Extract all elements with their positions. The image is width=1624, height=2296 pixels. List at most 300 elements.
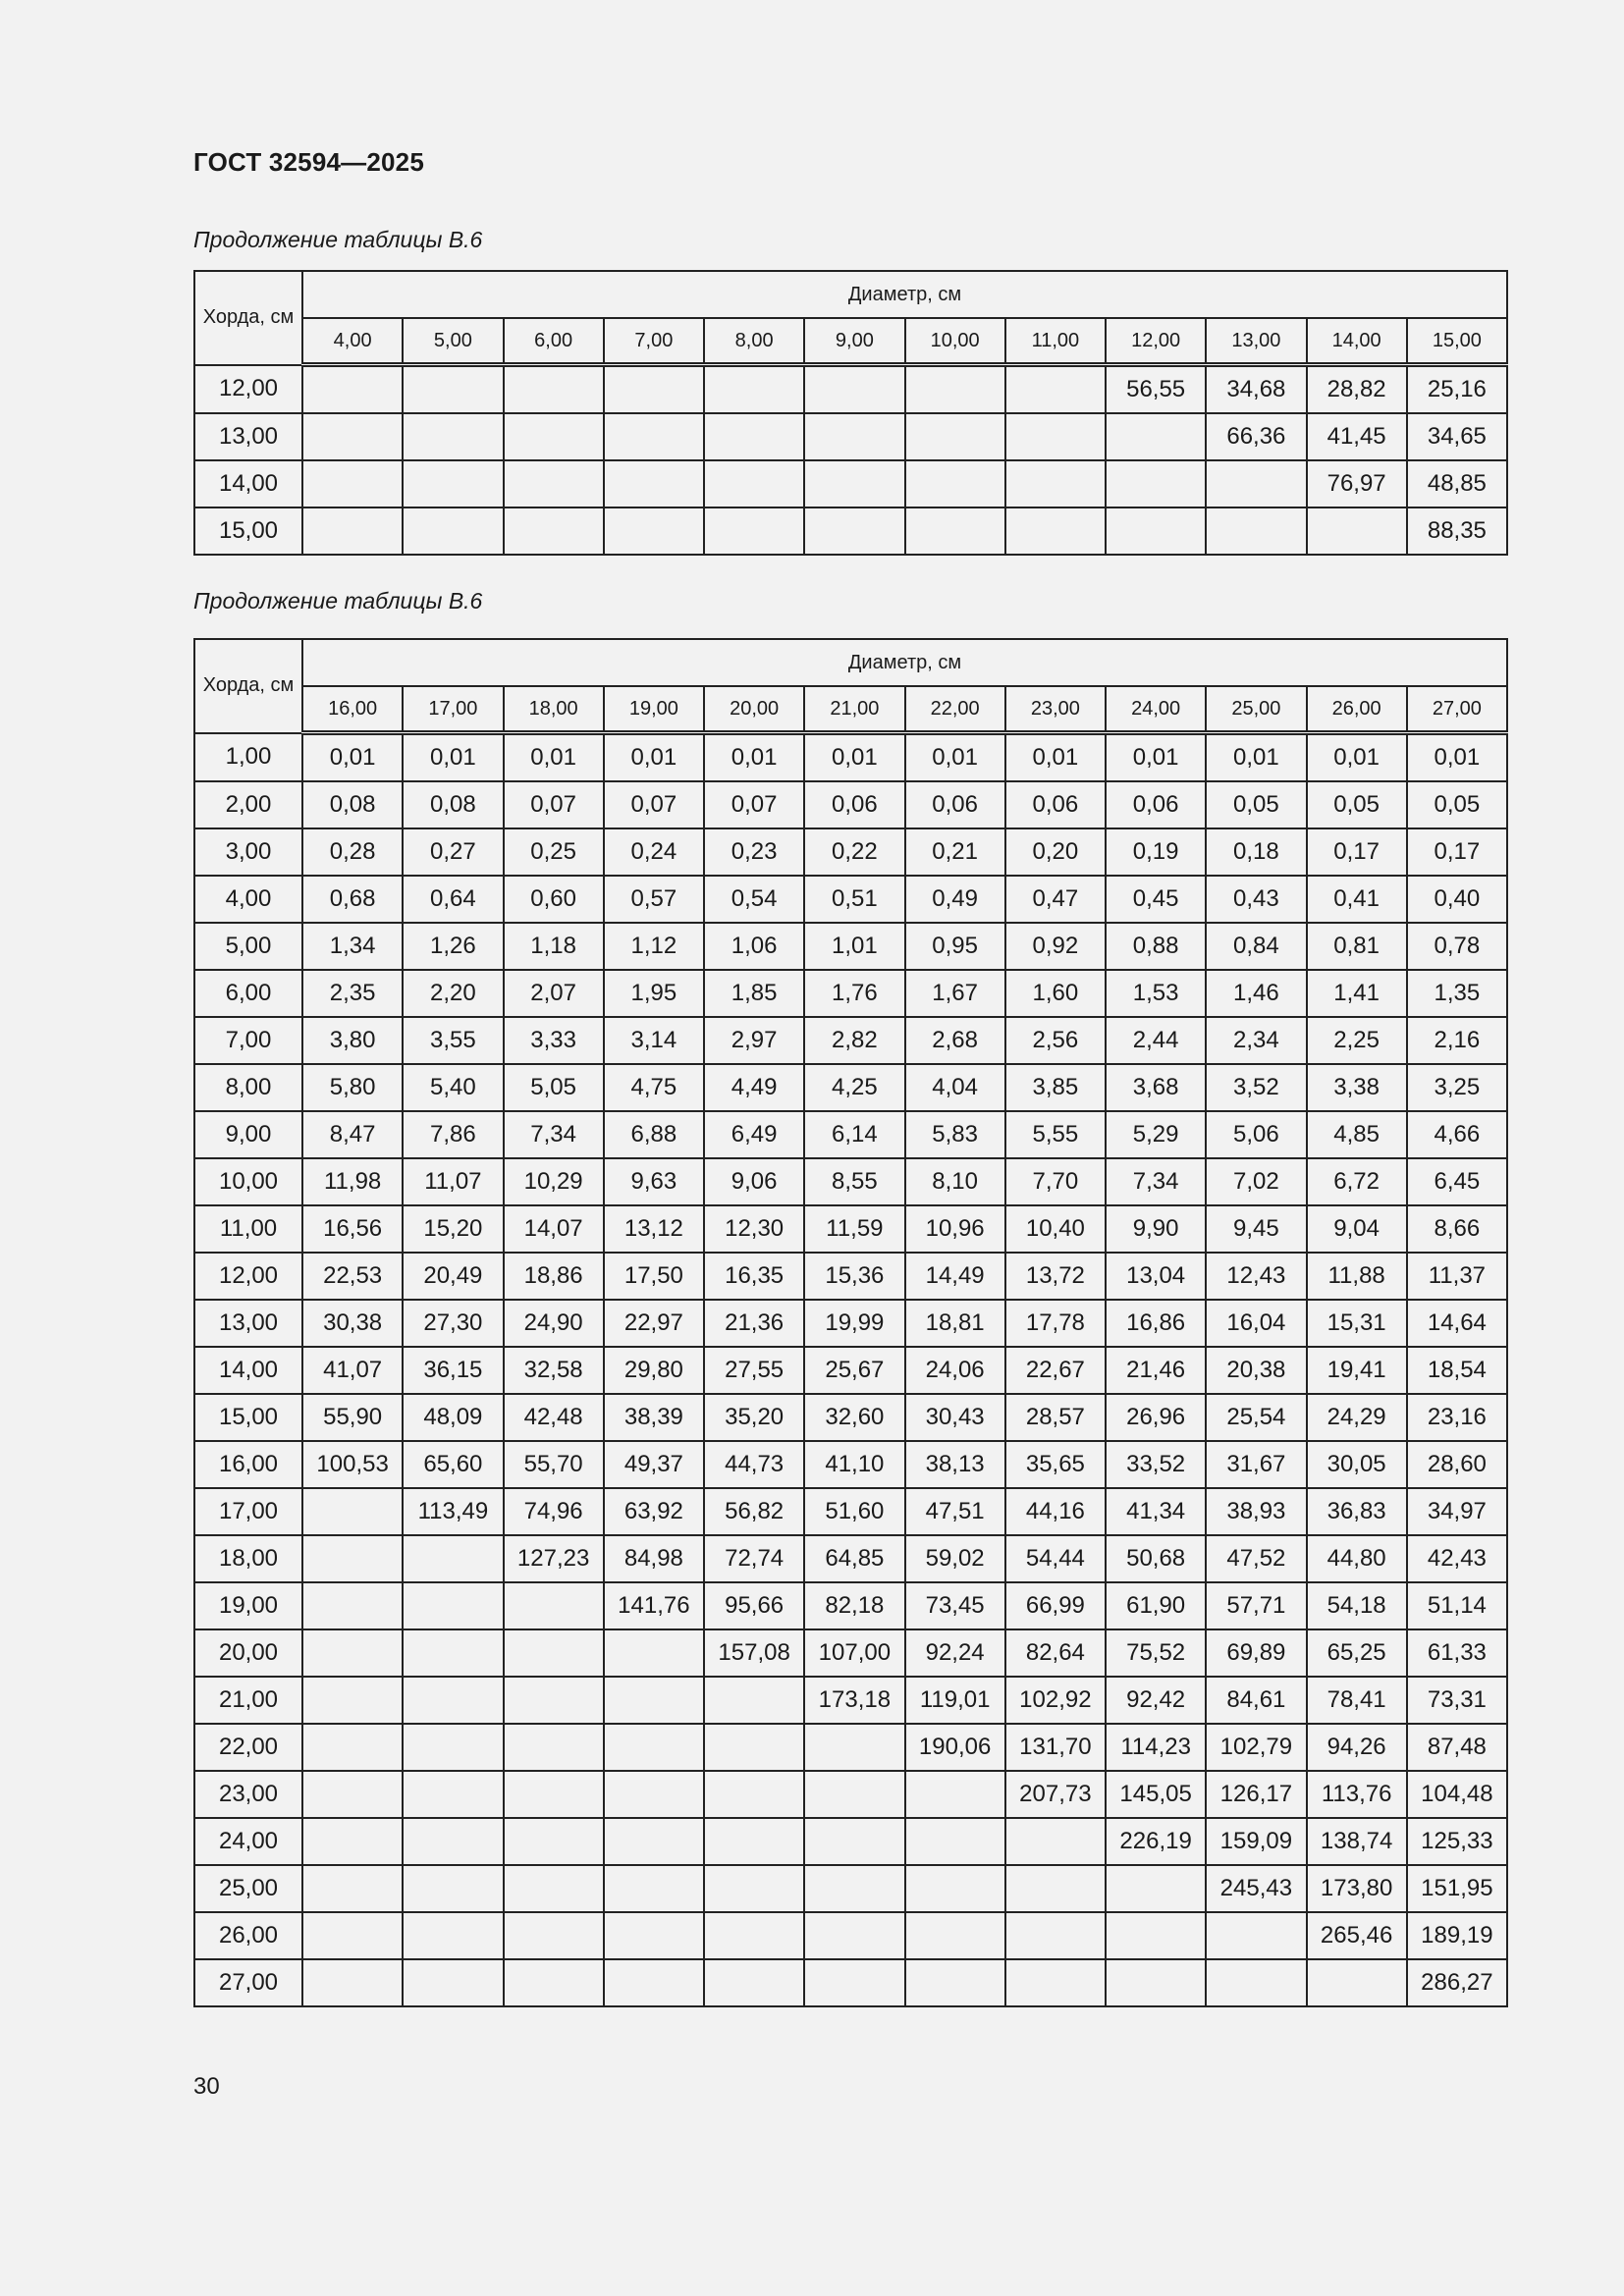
- table-cell: [1005, 460, 1106, 507]
- table-row: [194, 1394, 1507, 1441]
- table-cell: 23,16: [1407, 1394, 1507, 1441]
- table-cell: 0,64: [403, 876, 503, 923]
- table-cell: 48,09: [403, 1394, 503, 1441]
- table-cell: 0,18: [1206, 828, 1306, 876]
- row-label: 12,00: [194, 1253, 302, 1300]
- table-cell: [302, 413, 403, 460]
- table-cell: [302, 1582, 403, 1629]
- column-header: 8,00: [704, 318, 804, 365]
- table-cell: 2,82: [804, 1017, 904, 1064]
- table-cell: 1,67: [905, 970, 1005, 1017]
- table-cell: [1005, 1912, 1106, 1959]
- table-cell: 0,06: [1005, 781, 1106, 828]
- table-cell: 2,16: [1407, 1017, 1507, 1064]
- table-cell: [804, 1912, 904, 1959]
- column-header: 5,00: [403, 318, 503, 365]
- table-cell: 4,66: [1407, 1111, 1507, 1158]
- table-cell: 65,25: [1307, 1629, 1407, 1677]
- table-cell: [302, 1912, 403, 1959]
- table-cell: 4,04: [905, 1064, 1005, 1111]
- table-cell: 100,53: [302, 1441, 403, 1488]
- table-cell: 4,49: [704, 1064, 804, 1111]
- table-cell: 55,70: [504, 1441, 604, 1488]
- table-cell: [804, 365, 904, 414]
- table-cell: [704, 1677, 804, 1724]
- table-cell: [804, 1818, 904, 1865]
- table-cell: 28,57: [1005, 1394, 1106, 1441]
- row-label: 14,00: [194, 460, 302, 507]
- table-cell: [804, 1865, 904, 1912]
- table-cell: 56,82: [704, 1488, 804, 1535]
- table-cell: [403, 1582, 503, 1629]
- table-cell: 5,55: [1005, 1111, 1106, 1158]
- table-1: [193, 270, 1508, 556]
- table-cell: [604, 460, 704, 507]
- row-label: 3,00: [194, 828, 302, 876]
- table-cell: 50,68: [1106, 1535, 1206, 1582]
- table-cell: 151,95: [1407, 1865, 1507, 1912]
- table-cell: 75,52: [1106, 1629, 1206, 1677]
- table-cell: 22,53: [302, 1253, 403, 1300]
- table-cell: 24,06: [905, 1347, 1005, 1394]
- table-cell: 0,68: [302, 876, 403, 923]
- table-cell: [403, 1771, 503, 1818]
- table-cell: [604, 1724, 704, 1771]
- row-label: 24,00: [194, 1818, 302, 1865]
- table-cell: 141,76: [604, 1582, 704, 1629]
- table-cell: 0,08: [403, 781, 503, 828]
- table-row: [194, 460, 1507, 507]
- table-cell: 12,30: [704, 1205, 804, 1253]
- table-cell: [804, 1959, 904, 2006]
- table-cell: 0,01: [1206, 733, 1306, 782]
- table-cell: 26,96: [1106, 1394, 1206, 1441]
- table-cell: 5,06: [1206, 1111, 1306, 1158]
- row-header-label: Хорда, см: [194, 639, 302, 733]
- table-cell: [1106, 1959, 1206, 2006]
- table-cell: 92,42: [1106, 1677, 1206, 1724]
- table-cell: [302, 1724, 403, 1771]
- table-cell: 1,60: [1005, 970, 1106, 1017]
- column-group-header: Диаметр, см: [302, 271, 1507, 318]
- table-cell: [403, 1677, 503, 1724]
- table-row: [194, 1347, 1507, 1394]
- table-cell: 1,46: [1206, 970, 1306, 1017]
- table-cell: 64,85: [804, 1535, 904, 1582]
- table-row: [194, 876, 1507, 923]
- table-cell: [302, 1677, 403, 1724]
- table-cell: 2,68: [905, 1017, 1005, 1064]
- table-cell: 0,88: [1106, 923, 1206, 970]
- table-cell: 76,97: [1307, 460, 1407, 507]
- table-cell: 5,40: [403, 1064, 503, 1111]
- table-cell: 2,44: [1106, 1017, 1206, 1064]
- table-cell: 20,38: [1206, 1347, 1306, 1394]
- table-cell: [1307, 1959, 1407, 2006]
- table-cell: [905, 1865, 1005, 1912]
- table-cell: [704, 1959, 804, 2006]
- table-cell: [1106, 460, 1206, 507]
- table-cell: [504, 1959, 604, 2006]
- table-2-caption: Продолжение таблицы В.6: [193, 588, 483, 614]
- table-cell: 22,97: [604, 1300, 704, 1347]
- table-row: [194, 828, 1507, 876]
- column-header: 16,00: [302, 686, 403, 733]
- table-row: [194, 1535, 1507, 1582]
- table-cell: 8,10: [905, 1158, 1005, 1205]
- table-cell: 49,37: [604, 1441, 704, 1488]
- table-cell: 0,06: [804, 781, 904, 828]
- row-label: 26,00: [194, 1912, 302, 1959]
- table-cell: 3,85: [1005, 1064, 1106, 1111]
- table-cell: 16,56: [302, 1205, 403, 1253]
- row-label: 2,00: [194, 781, 302, 828]
- table-cell: 3,33: [504, 1017, 604, 1064]
- table-row: [194, 923, 1507, 970]
- table-cell: 104,48: [1407, 1771, 1507, 1818]
- table-cell: [704, 460, 804, 507]
- table-cell: 0,49: [905, 876, 1005, 923]
- table-cell: 0,92: [1005, 923, 1106, 970]
- row-label: 14,00: [194, 1347, 302, 1394]
- table-cell: 0,06: [1106, 781, 1206, 828]
- table-cell: 1,76: [804, 970, 904, 1017]
- table-cell: 33,52: [1106, 1441, 1206, 1488]
- table-row: [194, 1111, 1507, 1158]
- table-cell: 41,10: [804, 1441, 904, 1488]
- table-cell: 34,68: [1206, 365, 1306, 414]
- row-label: 9,00: [194, 1111, 302, 1158]
- table-cell: [504, 1818, 604, 1865]
- table-cell: [403, 1912, 503, 1959]
- table-cell: [1307, 507, 1407, 555]
- table-cell: 19,99: [804, 1300, 904, 1347]
- table-cell: 16,86: [1106, 1300, 1206, 1347]
- column-header: 10,00: [905, 318, 1005, 365]
- table-cell: 1,35: [1407, 970, 1507, 1017]
- table-cell: [604, 365, 704, 414]
- column-header: 23,00: [1005, 686, 1106, 733]
- table-cell: [1005, 1865, 1106, 1912]
- table-2: [193, 638, 1508, 2007]
- table-cell: [504, 365, 604, 414]
- table-cell: 8,55: [804, 1158, 904, 1205]
- table-cell: 7,02: [1206, 1158, 1306, 1205]
- table-cell: 2,07: [504, 970, 604, 1017]
- table-cell: 11,98: [302, 1158, 403, 1205]
- table-cell: 54,44: [1005, 1535, 1106, 1582]
- table-cell: 0,22: [804, 828, 904, 876]
- row-label: 10,00: [194, 1158, 302, 1205]
- column-header: 27,00: [1407, 686, 1507, 733]
- table-cell: 0,01: [704, 733, 804, 782]
- table-cell: 0,01: [302, 733, 403, 782]
- column-header: 12,00: [1106, 318, 1206, 365]
- row-label: 18,00: [194, 1535, 302, 1582]
- table-cell: 0,06: [905, 781, 1005, 828]
- table-cell: [604, 1629, 704, 1677]
- table-cell: [804, 460, 904, 507]
- table-cell: 44,73: [704, 1441, 804, 1488]
- table-cell: 0,07: [504, 781, 604, 828]
- row-label: 8,00: [194, 1064, 302, 1111]
- table-cell: [403, 365, 503, 414]
- table-cell: [905, 1959, 1005, 2006]
- table-cell: 157,08: [704, 1629, 804, 1677]
- table-cell: 18,54: [1407, 1347, 1507, 1394]
- table-cell: 126,17: [1206, 1771, 1306, 1818]
- table-cell: 0,57: [604, 876, 704, 923]
- table-cell: [704, 365, 804, 414]
- table-row: [194, 1158, 1507, 1205]
- table-cell: 73,45: [905, 1582, 1005, 1629]
- table-cell: 87,48: [1407, 1724, 1507, 1771]
- row-label: 27,00: [194, 1959, 302, 2006]
- table-cell: [1005, 413, 1106, 460]
- table-cell: [403, 1865, 503, 1912]
- table-cell: [403, 1629, 503, 1677]
- table-cell: [604, 1912, 704, 1959]
- table-cell: 41,34: [1106, 1488, 1206, 1535]
- table-row: [194, 1253, 1507, 1300]
- table-cell: 14,07: [504, 1205, 604, 1253]
- table-cell: [403, 1724, 503, 1771]
- table-cell: 1,34: [302, 923, 403, 970]
- table-cell: 51,60: [804, 1488, 904, 1535]
- table-cell: 63,92: [604, 1488, 704, 1535]
- table-cell: 47,51: [905, 1488, 1005, 1535]
- table-cell: [704, 413, 804, 460]
- table-cell: 73,31: [1407, 1677, 1507, 1724]
- table-cell: 38,93: [1206, 1488, 1306, 1535]
- table-cell: 44,16: [1005, 1488, 1106, 1535]
- table-cell: 38,13: [905, 1441, 1005, 1488]
- table-cell: [704, 1771, 804, 1818]
- table-cell: 41,07: [302, 1347, 403, 1394]
- table-cell: 4,75: [604, 1064, 704, 1111]
- table-cell: 42,43: [1407, 1535, 1507, 1582]
- table-cell: [905, 507, 1005, 555]
- table-cell: 13,72: [1005, 1253, 1106, 1300]
- row-label: 23,00: [194, 1771, 302, 1818]
- table-cell: 189,19: [1407, 1912, 1507, 1959]
- table-cell: 22,67: [1005, 1347, 1106, 1394]
- table-cell: 2,35: [302, 970, 403, 1017]
- table-row: [194, 733, 1507, 782]
- table-cell: [504, 1771, 604, 1818]
- table-cell: 0,01: [1106, 733, 1206, 782]
- column-header: 13,00: [1206, 318, 1306, 365]
- table-cell: 3,68: [1106, 1064, 1206, 1111]
- column-header: 26,00: [1307, 686, 1407, 733]
- row-label: 11,00: [194, 1205, 302, 1253]
- table-cell: [704, 1724, 804, 1771]
- table-cell: 30,43: [905, 1394, 1005, 1441]
- table-cell: [504, 460, 604, 507]
- table-cell: [1106, 1912, 1206, 1959]
- table-cell: 21,46: [1106, 1347, 1206, 1394]
- table-cell: 9,04: [1307, 1205, 1407, 1253]
- table-cell: 32,58: [504, 1347, 604, 1394]
- table-cell: 190,06: [905, 1724, 1005, 1771]
- table-cell: 14,64: [1407, 1300, 1507, 1347]
- table-cell: 84,61: [1206, 1677, 1306, 1724]
- table-cell: 9,45: [1206, 1205, 1306, 1253]
- table-row: [194, 1818, 1507, 1865]
- table-cell: 0,17: [1307, 828, 1407, 876]
- table-cell: [905, 1818, 1005, 1865]
- table-cell: 207,73: [1005, 1771, 1106, 1818]
- column-header: 21,00: [804, 686, 904, 733]
- table-cell: [1106, 413, 1206, 460]
- table-row: [194, 1205, 1507, 1253]
- table-cell: [504, 1912, 604, 1959]
- table-cell: 6,88: [604, 1111, 704, 1158]
- table-cell: 14,49: [905, 1253, 1005, 1300]
- table-cell: 59,02: [905, 1535, 1005, 1582]
- table-cell: 125,33: [1407, 1818, 1507, 1865]
- row-label: 15,00: [194, 507, 302, 555]
- table-cell: 5,83: [905, 1111, 1005, 1158]
- table-row: [194, 507, 1507, 555]
- table-cell: 9,90: [1106, 1205, 1206, 1253]
- table-cell: 11,59: [804, 1205, 904, 1253]
- table-cell: 0,01: [1407, 733, 1507, 782]
- table-cell: 28,60: [1407, 1441, 1507, 1488]
- table-cell: 44,80: [1307, 1535, 1407, 1582]
- table-cell: [403, 507, 503, 555]
- table-cell: 9,63: [604, 1158, 704, 1205]
- table-row: [194, 1629, 1507, 1677]
- row-label: 25,00: [194, 1865, 302, 1912]
- table-cell: 113,49: [403, 1488, 503, 1535]
- table-cell: 0,45: [1106, 876, 1206, 923]
- table-row: [194, 1724, 1507, 1771]
- table-cell: 54,18: [1307, 1582, 1407, 1629]
- table-cell: 82,18: [804, 1582, 904, 1629]
- table-cell: [905, 365, 1005, 414]
- column-group-header: Диаметр, см: [302, 639, 1507, 686]
- table-cell: 61,33: [1407, 1629, 1507, 1677]
- row-label: 12,00: [194, 365, 302, 414]
- row-label: 16,00: [194, 1441, 302, 1488]
- table-cell: 0,25: [504, 828, 604, 876]
- table-cell: 0,43: [1206, 876, 1306, 923]
- table-cell: 107,00: [804, 1629, 904, 1677]
- table-cell: [504, 1865, 604, 1912]
- table-cell: [1106, 507, 1206, 555]
- table-cell: [302, 460, 403, 507]
- table-cell: 1,26: [403, 923, 503, 970]
- table-cell: 8,47: [302, 1111, 403, 1158]
- table-cell: [403, 413, 503, 460]
- table-cell: 84,98: [604, 1535, 704, 1582]
- page-number: 30: [193, 2073, 220, 2100]
- table-cell: 1,53: [1106, 970, 1206, 1017]
- table-cell: 5,29: [1106, 1111, 1206, 1158]
- table-cell: [302, 1535, 403, 1582]
- table-cell: 119,01: [905, 1677, 1005, 1724]
- table-cell: 2,20: [403, 970, 503, 1017]
- table-cell: 74,96: [504, 1488, 604, 1535]
- table-cell: [604, 413, 704, 460]
- table-cell: 38,39: [604, 1394, 704, 1441]
- table-cell: 21,36: [704, 1300, 804, 1347]
- table-cell: [604, 507, 704, 555]
- table-cell: 1,18: [504, 923, 604, 970]
- table-cell: [1005, 1959, 1106, 2006]
- table-cell: [1106, 1865, 1206, 1912]
- table-row: [194, 1865, 1507, 1912]
- table-cell: [302, 1865, 403, 1912]
- column-header: 4,00: [302, 318, 403, 365]
- table-cell: 82,64: [1005, 1629, 1106, 1677]
- table-cell: [804, 1771, 904, 1818]
- table-cell: [604, 1865, 704, 1912]
- table-row: [194, 781, 1507, 828]
- row-label: 22,00: [194, 1724, 302, 1771]
- table-cell: 48,85: [1407, 460, 1507, 507]
- table-cell: 0,23: [704, 828, 804, 876]
- table-cell: 0,01: [804, 733, 904, 782]
- table-cell: 0,01: [403, 733, 503, 782]
- table-cell: 72,74: [704, 1535, 804, 1582]
- table-cell: 0,01: [604, 733, 704, 782]
- table-row: [194, 1771, 1507, 1818]
- table-cell: 35,65: [1005, 1441, 1106, 1488]
- table-row: [194, 1064, 1507, 1111]
- table-cell: 15,31: [1307, 1300, 1407, 1347]
- table-cell: 34,65: [1407, 413, 1507, 460]
- column-header: 11,00: [1005, 318, 1106, 365]
- column-header: 24,00: [1106, 686, 1206, 733]
- table-cell: 114,23: [1106, 1724, 1206, 1771]
- column-header: 18,00: [504, 686, 604, 733]
- table-cell: 0,28: [302, 828, 403, 876]
- table-cell: 41,45: [1307, 413, 1407, 460]
- table-row: [194, 365, 1507, 414]
- row-label: 7,00: [194, 1017, 302, 1064]
- table-cell: [804, 413, 904, 460]
- table-cell: 10,96: [905, 1205, 1005, 1253]
- table-cell: 95,66: [704, 1582, 804, 1629]
- table-cell: 65,60: [403, 1441, 503, 1488]
- table-cell: 15,36: [804, 1253, 904, 1300]
- row-label: 15,00: [194, 1394, 302, 1441]
- table-cell: 0,05: [1206, 781, 1306, 828]
- column-header: 22,00: [905, 686, 1005, 733]
- row-label: 13,00: [194, 413, 302, 460]
- table-cell: [302, 1771, 403, 1818]
- table-cell: 6,45: [1407, 1158, 1507, 1205]
- table-cell: 24,29: [1307, 1394, 1407, 1441]
- table-cell: 56,55: [1106, 365, 1206, 414]
- table-cell: [905, 413, 1005, 460]
- table-cell: [804, 1724, 904, 1771]
- table-cell: 0,20: [1005, 828, 1106, 876]
- table-cell: 20,49: [403, 1253, 503, 1300]
- table-cell: 2,97: [704, 1017, 804, 1064]
- table-row: [194, 1300, 1507, 1347]
- table-cell: 0,84: [1206, 923, 1306, 970]
- table-cell: 7,70: [1005, 1158, 1106, 1205]
- table-cell: [504, 507, 604, 555]
- table-cell: 12,43: [1206, 1253, 1306, 1300]
- row-header-label: Хорда, см: [194, 271, 302, 365]
- table-cell: 42,48: [504, 1394, 604, 1441]
- column-header: 20,00: [704, 686, 804, 733]
- table-cell: [302, 1488, 403, 1535]
